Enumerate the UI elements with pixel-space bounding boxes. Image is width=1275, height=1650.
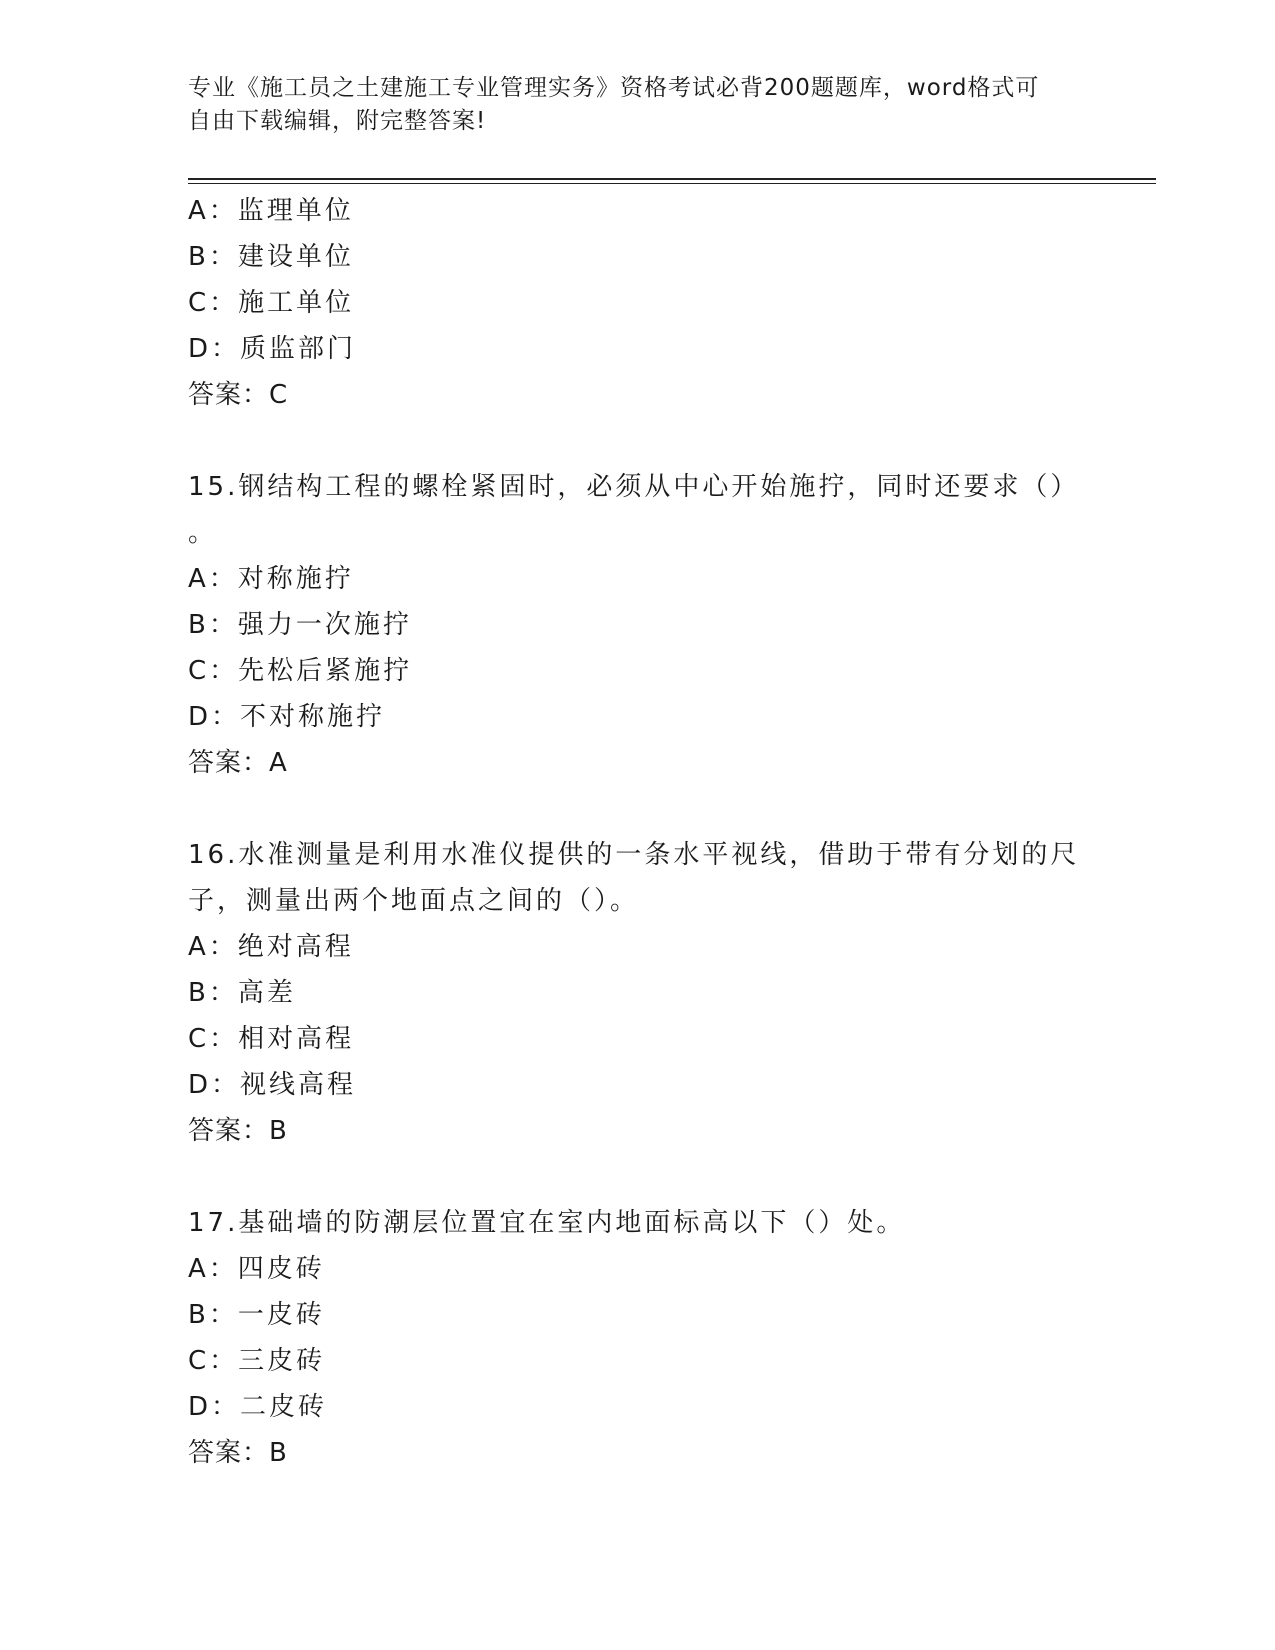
- option-a: A：绝对高程: [188, 932, 354, 962]
- spacer: [188, 786, 1088, 832]
- option-d: D：二皮砖: [188, 1392, 328, 1422]
- question-block-15: [188, 464, 1088, 786]
- spacer: [188, 1154, 1088, 1200]
- option-b: B：强力一次施拧: [188, 610, 412, 640]
- header-line-2: 自由下载编辑，附完整答案!: [188, 108, 487, 134]
- option-b: B：高差: [188, 978, 296, 1008]
- document-header: [188, 72, 1088, 138]
- spacer: [188, 418, 1088, 464]
- answer-line: 答案：B: [188, 1116, 288, 1146]
- question-text-line: 16.水准测量是利用水准仪提供的一条水平视线，借助于带有分划的尺: [188, 840, 1080, 870]
- option-d: D：视线高程: [188, 1070, 357, 1100]
- option-d: D：质监部门: [188, 334, 357, 364]
- option-a: A：对称施拧: [188, 564, 354, 594]
- option-a: A：四皮砖: [188, 1254, 325, 1284]
- answer-line: 答案：C: [188, 380, 289, 410]
- answer-line: 答案：A: [188, 748, 288, 778]
- option-a: A：监理单位: [188, 196, 354, 226]
- header-line-1: 专业《施工员之土建施工专业管理实务》资格考试必背200题题库，word格式可: [188, 75, 1040, 101]
- header-rule-thin: [188, 183, 1156, 184]
- option-c: C：施工单位: [188, 288, 355, 318]
- question-text-line: 17.基础墙的防潮层位置宜在室内地面标高以下（）处。: [188, 1208, 906, 1238]
- answer-line: 答案：B: [188, 1438, 288, 1468]
- question-list: [188, 188, 1088, 1476]
- header-rule-thick: [188, 178, 1156, 180]
- option-c: C：相对高程: [188, 1024, 355, 1054]
- question-block-16: [188, 832, 1088, 1154]
- option-d: D：不对称施拧: [188, 702, 386, 732]
- question-text-line: 子，测量出两个地面点之间的（）。: [188, 886, 640, 916]
- option-c: C：三皮砖: [188, 1346, 326, 1376]
- option-c: C：先松后紧施拧: [188, 656, 413, 686]
- question-block-17: [188, 1200, 1088, 1476]
- option-b: B：一皮砖: [188, 1300, 325, 1330]
- option-b: B：建设单位: [188, 242, 354, 272]
- question-block-14: [188, 188, 1088, 418]
- question-text-line: 15.钢结构工程的螺栓紧固时，必须从中心开始施拧，同时还要求（）: [188, 472, 1080, 502]
- question-text-line: 。: [188, 518, 218, 548]
